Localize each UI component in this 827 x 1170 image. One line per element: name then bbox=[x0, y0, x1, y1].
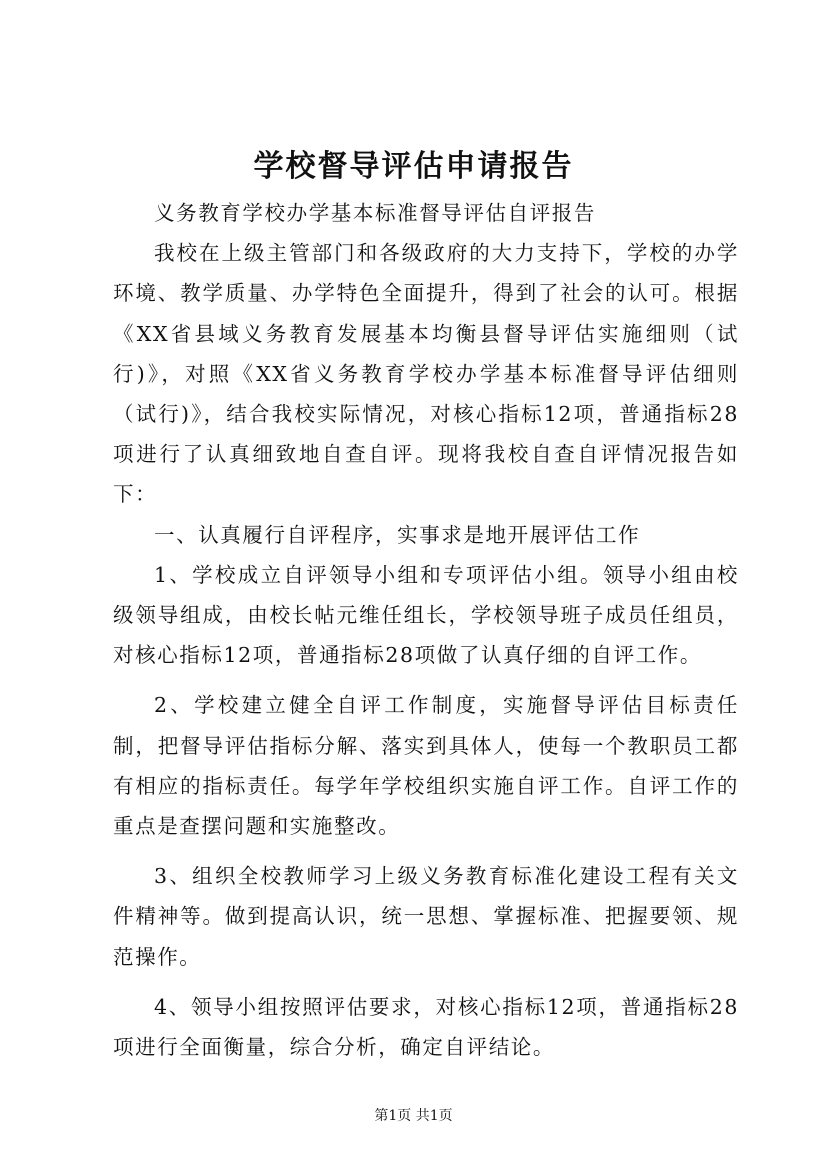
paragraph-item-4: 4、领导小组按照评估要求，对核心指标12项，普通指标28项进行全面衡量，综合分析，确定自评结论。 bbox=[113, 994, 739, 1060]
section-heading: 一、认真履行自评程序，实事求是地开展评估工作 bbox=[154, 522, 641, 547]
document-body bbox=[113, 193, 739, 1067]
document-title: 学校督导评估申请报告 bbox=[253, 149, 574, 184]
paragraph-intro: 我校在上级主管部门和各级政府的大力支持下，学校的办学环境、教学质量、办学特色全面提升，得到了社会的认可。根据《XX省县域义务教育发展基本均衡县督导评估实施细则（试行)》，对照《XX省义务教育学校办学基本标准督导评估细则（试行)》，结合我校实际情况，对核心指标12项，普通指标28项进行了认真细致地自查自评。现将我校自查自评情况报告如下： bbox=[113, 241, 739, 507]
paragraph-item-3: 3、组织全校教师学习上级义务教育标准化建设工程有关文件精神等。做到提高认识，统一思想、掌握标准、把握要领、规范操作。 bbox=[113, 864, 739, 969]
page-footer: 第1页 共1页 bbox=[374, 1108, 453, 1124]
paragraph-subtitle: 义务教育学校办学基本标准督导评估自评报告 bbox=[154, 201, 596, 225]
paragraph-item-2: 2、学校建立健全自评工作制度，实施督导评估目标责任制，把督导评估指标分解、落实到具体人，使每一个教职员工都有相应的指标责任。每学年学校组织实施自评工作。自评工作的重点是查摆问题和实施整改。 bbox=[113, 693, 739, 839]
paragraph-item-1: 1、学校成立自评领导小组和专项评估小组。领导小组由校级领导组成，由校长帖元维任组长，学校领导班子成员任组员，对核心指标12项，普通指标28项做了认真仔细的自评工作。 bbox=[113, 562, 739, 668]
